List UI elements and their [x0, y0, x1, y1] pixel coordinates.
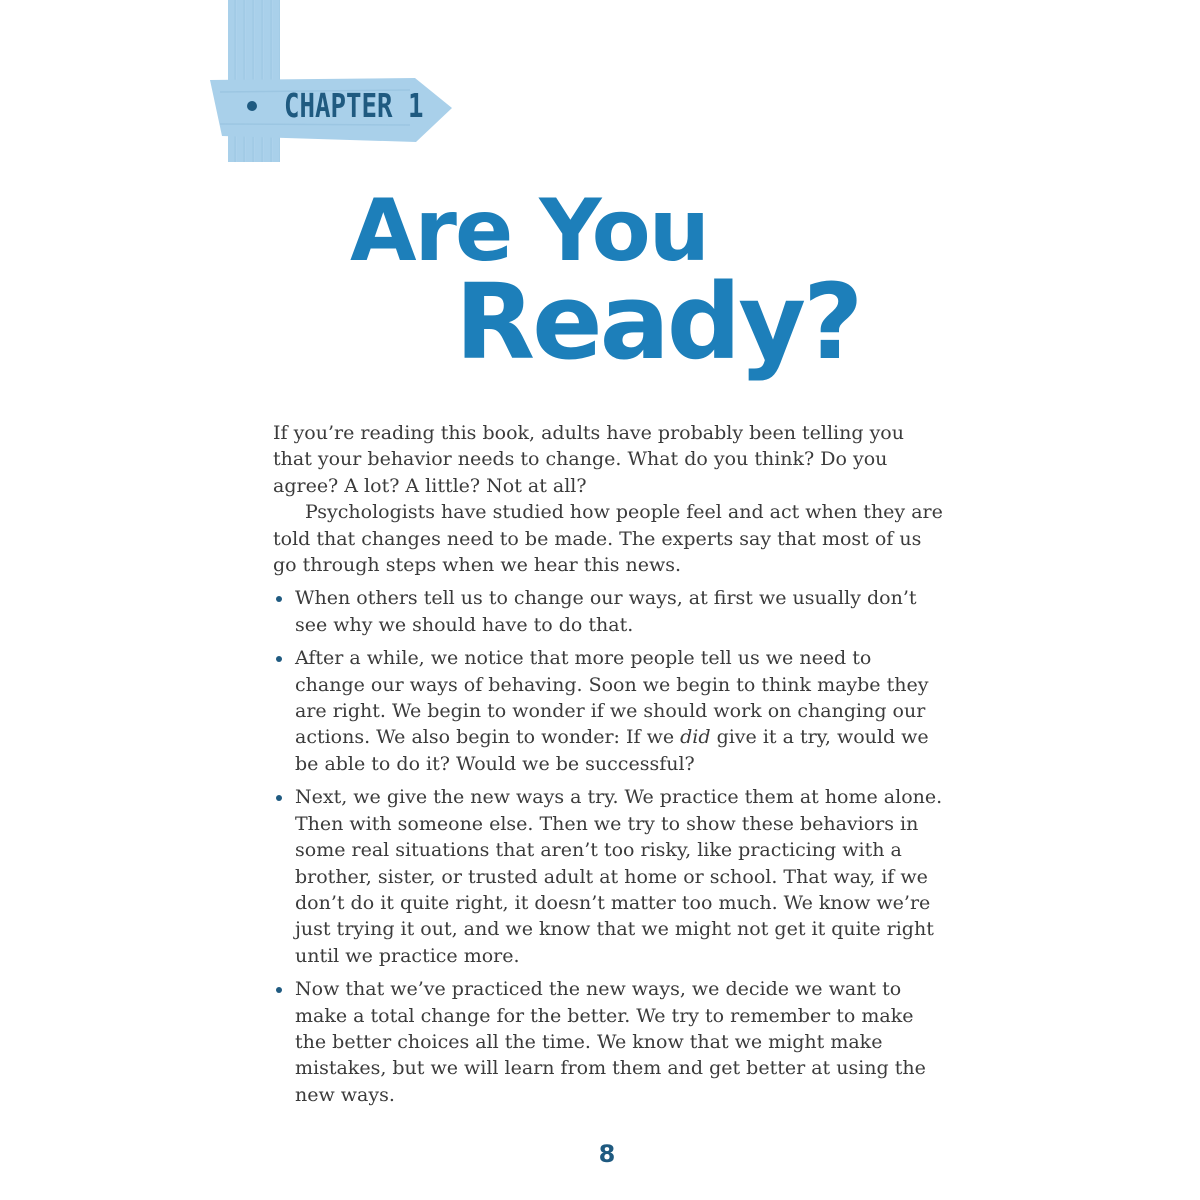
list-item-text: give it a try, would we be able to do it? Would we be successful? — [295, 726, 929, 775]
paragraph-psychologists: Psychologists have studied how people feel and act when they are told that changes need to be made. The experts say that most of us go through steps when we hear this news. — [273, 501, 943, 577]
sign-nail-icon — [247, 101, 257, 111]
list-item-text: After a while, we notice that more people tell us we need to change our ways of behaving. Soon we begin to think maybe they are right. We begin to wonder if we should work on changing our actions. We also begin to wonder: If we — [295, 647, 929, 749]
body-text — [273, 420, 945, 1115]
emphasized-word: did — [680, 726, 711, 749]
list-item: When others tell us to change our ways, at first we usually don’t see why we should have to do that. — [273, 585, 945, 638]
list-item — [273, 645, 945, 777]
list-item: Now that we’ve practiced the new ways, we decide we want to make a total change for the better. We try to remember to make the better choices all the time. We know that we might make mistakes, but we will learn from them and get better at using the new ways. — [273, 976, 945, 1108]
steps-list — [273, 585, 945, 1108]
page-number: 8 — [598, 1140, 616, 1168]
paragraph-intro: If you’re reading this book, adults have probably been telling you that your behavior needs to change. What do you think? Do you agree? A lot? A little? Not at all? — [273, 422, 904, 497]
chapter-label: CHAPTER 1 — [284, 86, 424, 125]
page-title-line-2: Ready? — [455, 261, 861, 383]
list-item: Next, we give the new ways a try. We practice them at home alone. Then with someone else. Then we try to show these behaviors in some real situations that aren’t too risky, like practicing with a brother, sister, or trusted adult at home or school. That way, if we don’t do it quite right, it doesn’t matter too much. We know we’re just trying it out, and we know that we might not get it quite right until we practice more. — [273, 784, 945, 969]
page-title-line-1: Are You — [350, 181, 708, 281]
